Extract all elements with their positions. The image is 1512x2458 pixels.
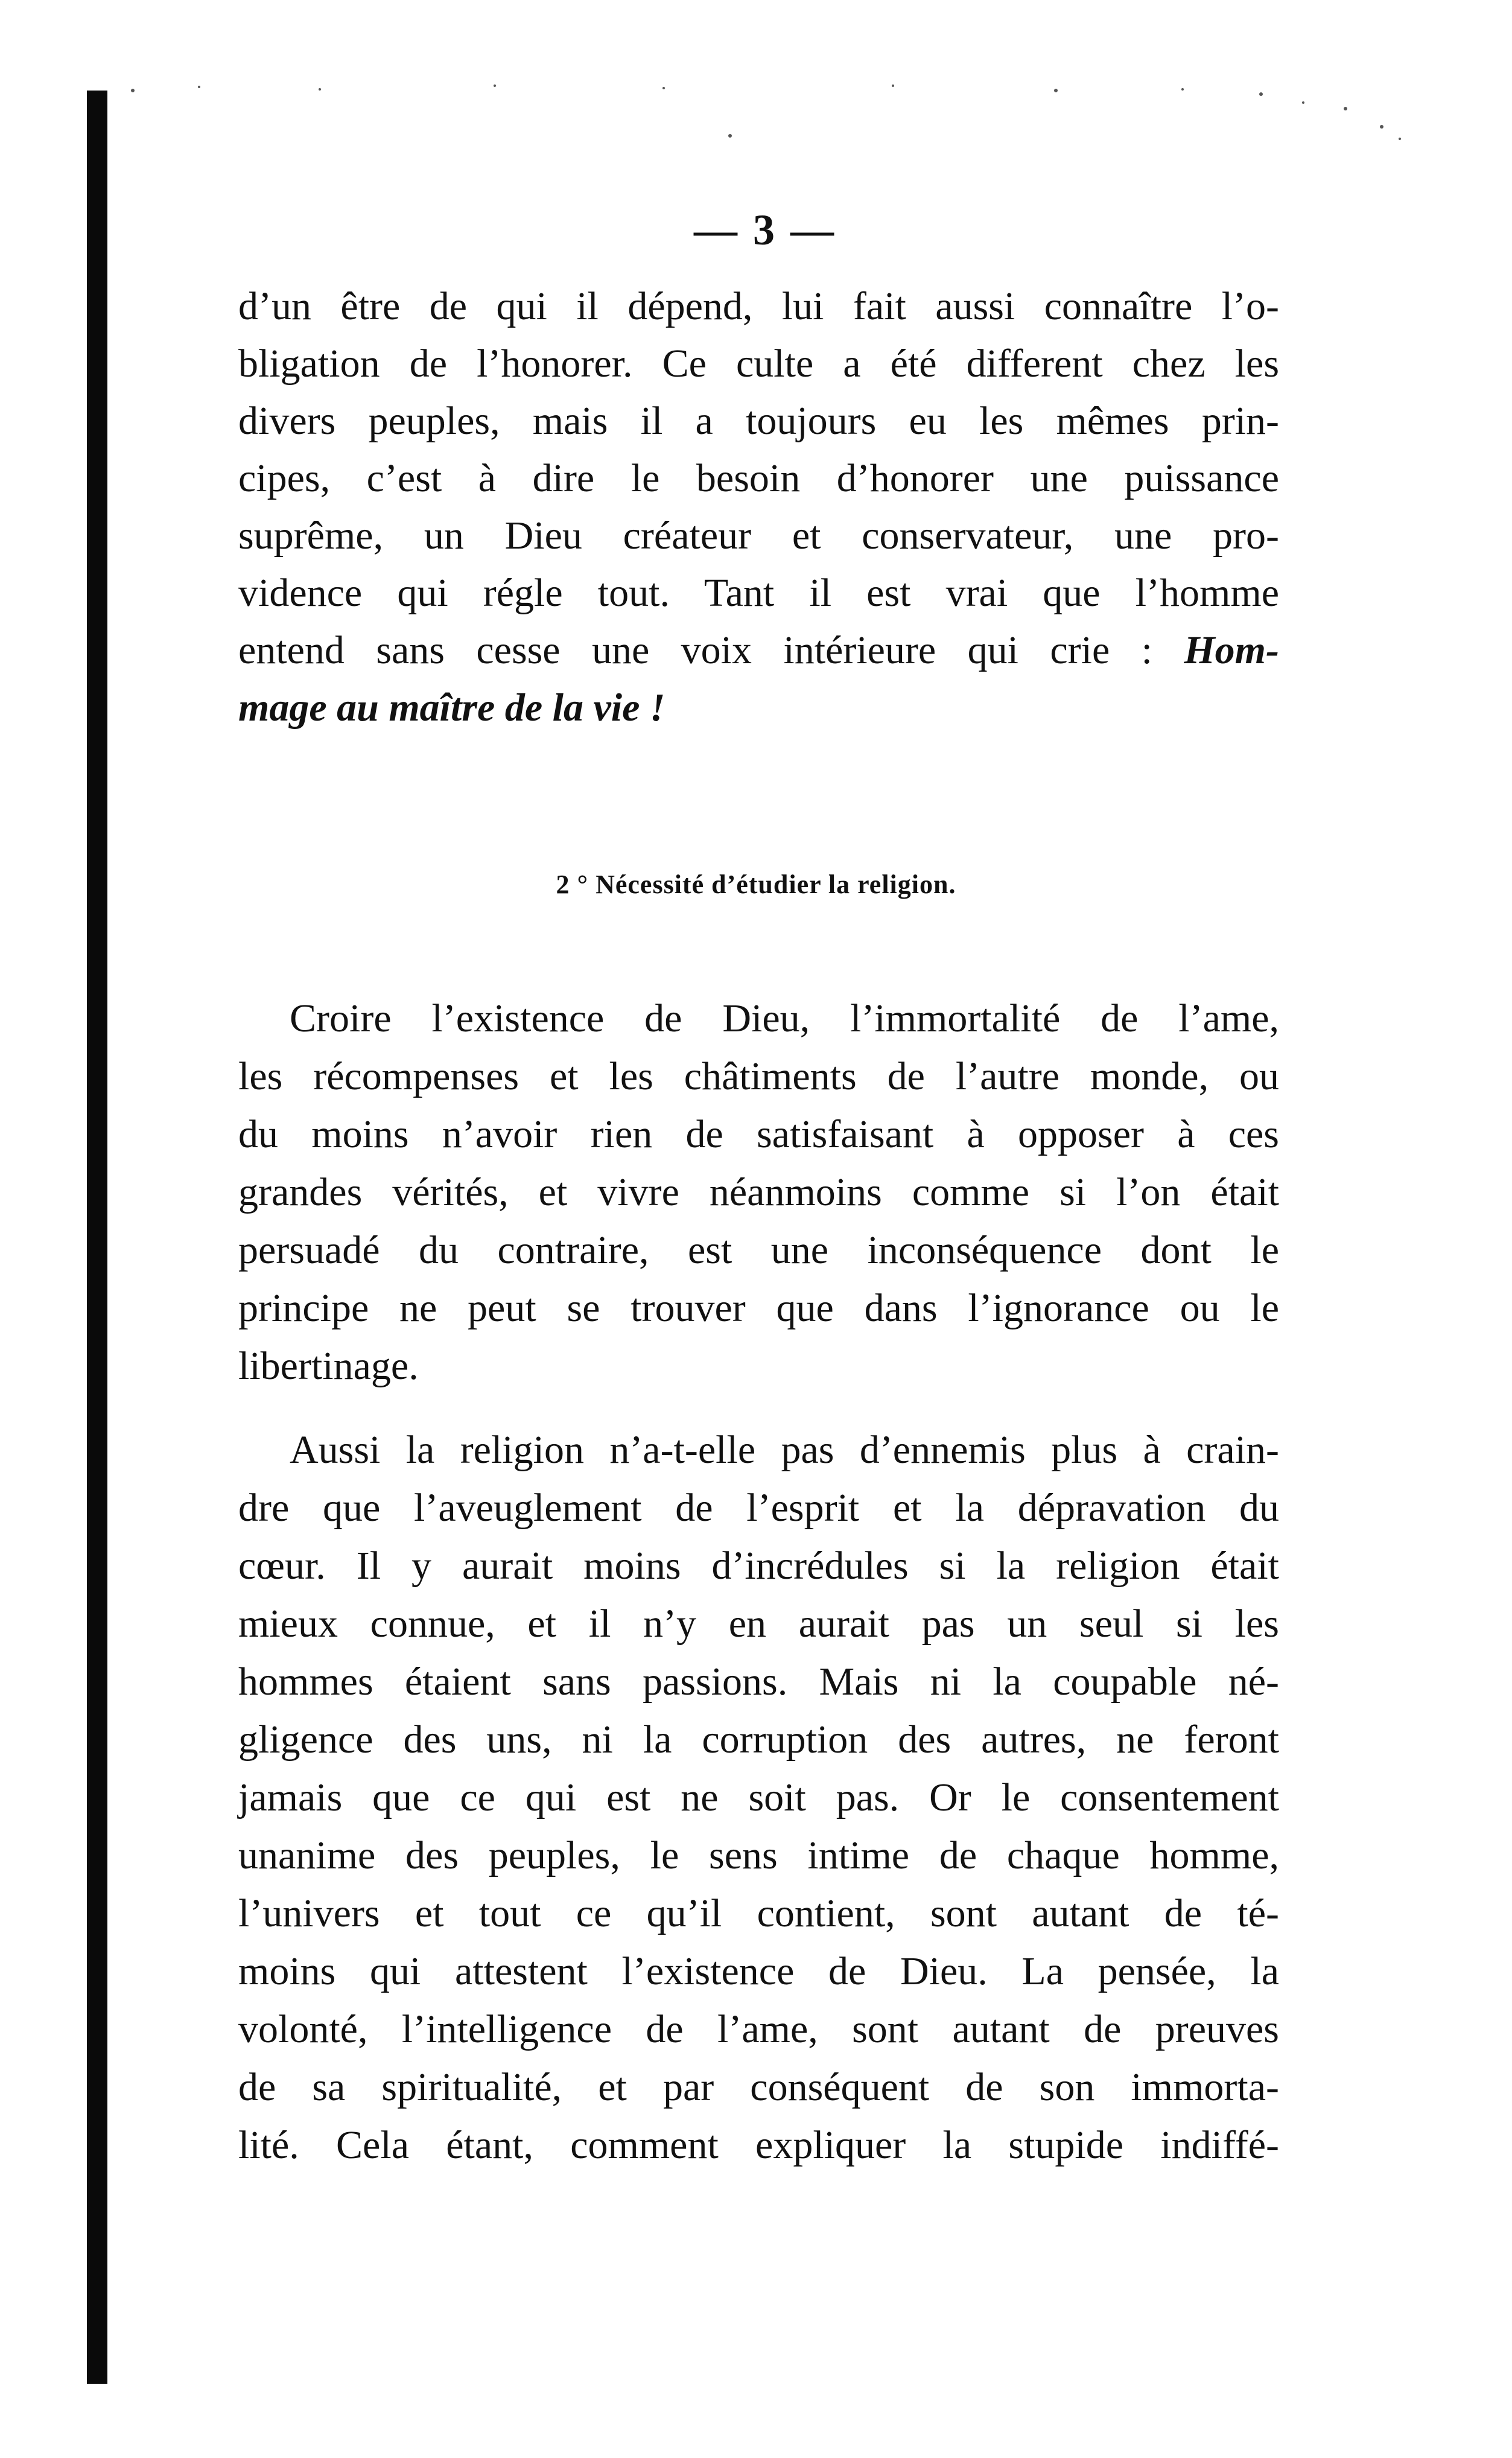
text-line: jamais que ce qui est ne soit pas. Or le consentement	[238, 1775, 1279, 1820]
text-line: dre que l’aveuglement de l’esprit et la dépravation du	[238, 1486, 1279, 1530]
text-line: cipes, c’est à dire le besoin d’honorer une puissance	[238, 456, 1279, 500]
text-line: de sa spiritualité, et par conséquent de son immorta-	[238, 2065, 1279, 2109]
section-heading: 2 ° Nécessité d’étudier la religion.	[556, 870, 956, 899]
text-line: moins qui attestent l’existence de Dieu. La pensée, la	[238, 1949, 1279, 1993]
text-line: Croire l’existence de Dieu, l’immortalité de l’ame,	[290, 996, 1279, 1040]
text-line: du moins n’avoir rien de satisfaisant à opposer à ces	[238, 1112, 1279, 1156]
text-line: lité. Cela étant, comment expliquer la stupide indiffé-	[238, 2123, 1279, 2167]
text-line: suprême, un Dieu créateur et conservateur, une pro-	[238, 514, 1279, 558]
text-line: mieux connue, et il n’y en aurait pas un seul si les	[238, 1602, 1279, 1646]
text-line-with-italic	[238, 622, 1279, 679]
text-line: d’un être de qui il dépend, lui fait aussi connaître l’o-	[238, 284, 1279, 328]
text-line: l’univers et tout ce qu’il contient, sont autant de té-	[238, 1891, 1279, 1935]
text-line: cœur. Il y aurait moins d’incrédules si la religion était	[238, 1544, 1279, 1588]
text-line: divers peuples, mais il a toujours eu les mêmes prin-	[238, 399, 1279, 443]
text-line: grandes vérités, et vivre néanmoins comme si l’on était	[238, 1170, 1279, 1214]
page-number: — 3 —	[694, 206, 836, 254]
text-line: bligation de l’honorer. Ce culte a été different chez les	[238, 342, 1279, 386]
text-line: gligence des uns, ni la corruption des autres, ne feront	[238, 1718, 1279, 1762]
text-line: principe ne peut se trouver que dans l’ignorance ou le	[238, 1286, 1279, 1330]
text-line: volonté, l’intelligence de l’ame, sont autant de preuves	[238, 2007, 1279, 2051]
text-line: vidence qui régle tout. Tant il est vrai que l’homme	[238, 571, 1279, 615]
text-line: libertinage.	[238, 1344, 419, 1388]
text-line: Aussi la religion n’a-t-elle pas d’ennemis plus à crain-	[290, 1428, 1279, 1472]
paragraph-3	[238, 1421, 1279, 2174]
text-line: persuadé du contraire, est une inconséquence dont le	[238, 1228, 1279, 1272]
binding-shadow	[87, 91, 107, 2384]
text-segment: entend sans cesse une voix intérieure qui crie :	[238, 628, 1152, 672]
text-line: hommes étaient sans passions. Mais ni la coupable né-	[238, 1660, 1279, 1704]
paragraph-1	[238, 278, 1279, 736]
text-line: les récompenses et les châtiments de l’autre monde, ou	[238, 1054, 1279, 1098]
italic-line: mage au maître de la vie !	[238, 686, 665, 730]
paragraph-2	[238, 990, 1279, 1395]
text-line: unanime des peuples, le sens intime de chaque homme,	[238, 1833, 1279, 1877]
italic-segment: Hom-	[1184, 628, 1279, 672]
scan-noise	[121, 78, 1418, 151]
